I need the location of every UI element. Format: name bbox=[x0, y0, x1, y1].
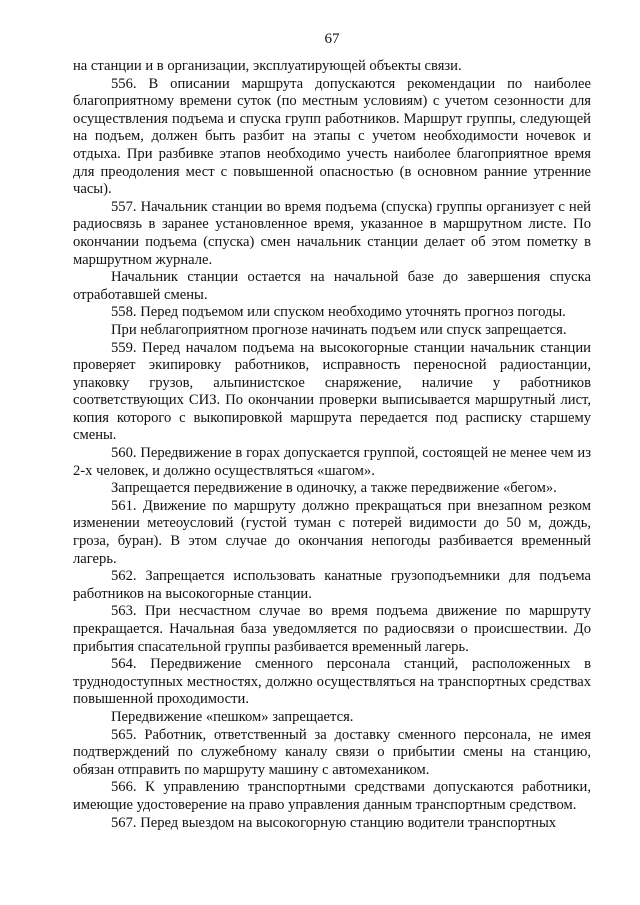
paragraph: 565. Работник, ответственный за доставку сменного персонала, не имея подтверждений по служебному каналу связи о прибытии смены на станцию, обязан отправить по маршруту машину с автомехаником. bbox=[73, 726, 591, 778]
paragraph: 558. Перед подъемом или спуском необходимо уточнять прогноз погоды. bbox=[111, 304, 566, 321]
paragraph: 559. Перед началом подъема на высокогорные станции начальник станции проверяет экипировку работников, исправность переносной радиостанции, упаковку грузов, альпинистское снаряжение, наличие у работников соответствующих СИЗ. По окончании проверки выписывается маршрутный лист, копия которого с выкопировкой маршрута передается под расписку старшему смены. bbox=[73, 339, 591, 444]
paragraph: 562. Запрещается использовать канатные грузоподъемники для подъема работников на высокогорные станции. bbox=[73, 568, 591, 602]
paragraph: При неблагоприятном прогнозе начинать подъем или спуск запрещается. bbox=[111, 321, 567, 338]
paragraph: Передвижение «пешком» запрещается. bbox=[111, 708, 354, 725]
paragraph: 567. Перед выездом на высокогорную станцию водители транспортных bbox=[111, 814, 557, 831]
paragraph: 557. Начальник станции во время подъема (спуска) группы организует с ней радиосвязь в заранее установленное время, указанное в маршрутном листе. По окончании подъема (спуска) смен начальник станции делает об этом пометку в маршрутном журнале. bbox=[73, 198, 591, 268]
page-number: 67 bbox=[324, 31, 340, 47]
document-page bbox=[73, 30, 591, 832]
paragraph: на станции и в организации, эксплуатирующей объекты связи. bbox=[73, 58, 462, 74]
document-body bbox=[73, 58, 591, 832]
paragraph: Начальник станции остается на начальной базе до завершения спуска отработавшей смены. bbox=[73, 269, 591, 303]
paragraph: 566. К управлению транспортными средствами допускаются работники, имеющие удостоверение на право управления данным транспортным средством. bbox=[73, 779, 591, 813]
paragraph: 564. Передвижение сменного персонала станций, расположенных в труднодоступных местностях, должно осуществляться на транспортных средствах повышенной проходимости. bbox=[73, 656, 591, 708]
paragraph: 561. Движение по маршруту должно прекращаться при внезапном резком изменении метеоусловий (густой туман с потерей видимости до 50 м, дождь, гроза, буран). В этом случае до окончания непогоды разбивается временный лагерь. bbox=[73, 497, 591, 567]
paragraph: 560. Передвижение в горах допускается группой, состоящей не менее чем из 2-х человек, и должно осуществляться «шагом». bbox=[73, 445, 591, 479]
paragraph: 563. При несчастном случае во время подъема движение по маршруту прекращается. Начальная база уведомляется по радиосвязи о происшествии. До прибытия спасательной группы разбивается временный лагерь. bbox=[73, 603, 591, 655]
paragraph: Запрещается передвижение в одиночку, а также передвижение «бегом». bbox=[111, 480, 557, 497]
paragraph: 556. В описании маршрута допускаются рекомендации по наиболее благоприятному времени суток (по местным условиям) с учетом сезонности для осуществления подъема и спуска групп работников. Маршрут группы, следующей на подъем, должен быть разбит на этапы с учетом необходимости ночевок и отдыха. При разбивке этапов необходимо учесть наиболее благоприятное время для преодоления мест с повышенной опасностью (в основном ранние утренние часы). bbox=[73, 75, 591, 198]
